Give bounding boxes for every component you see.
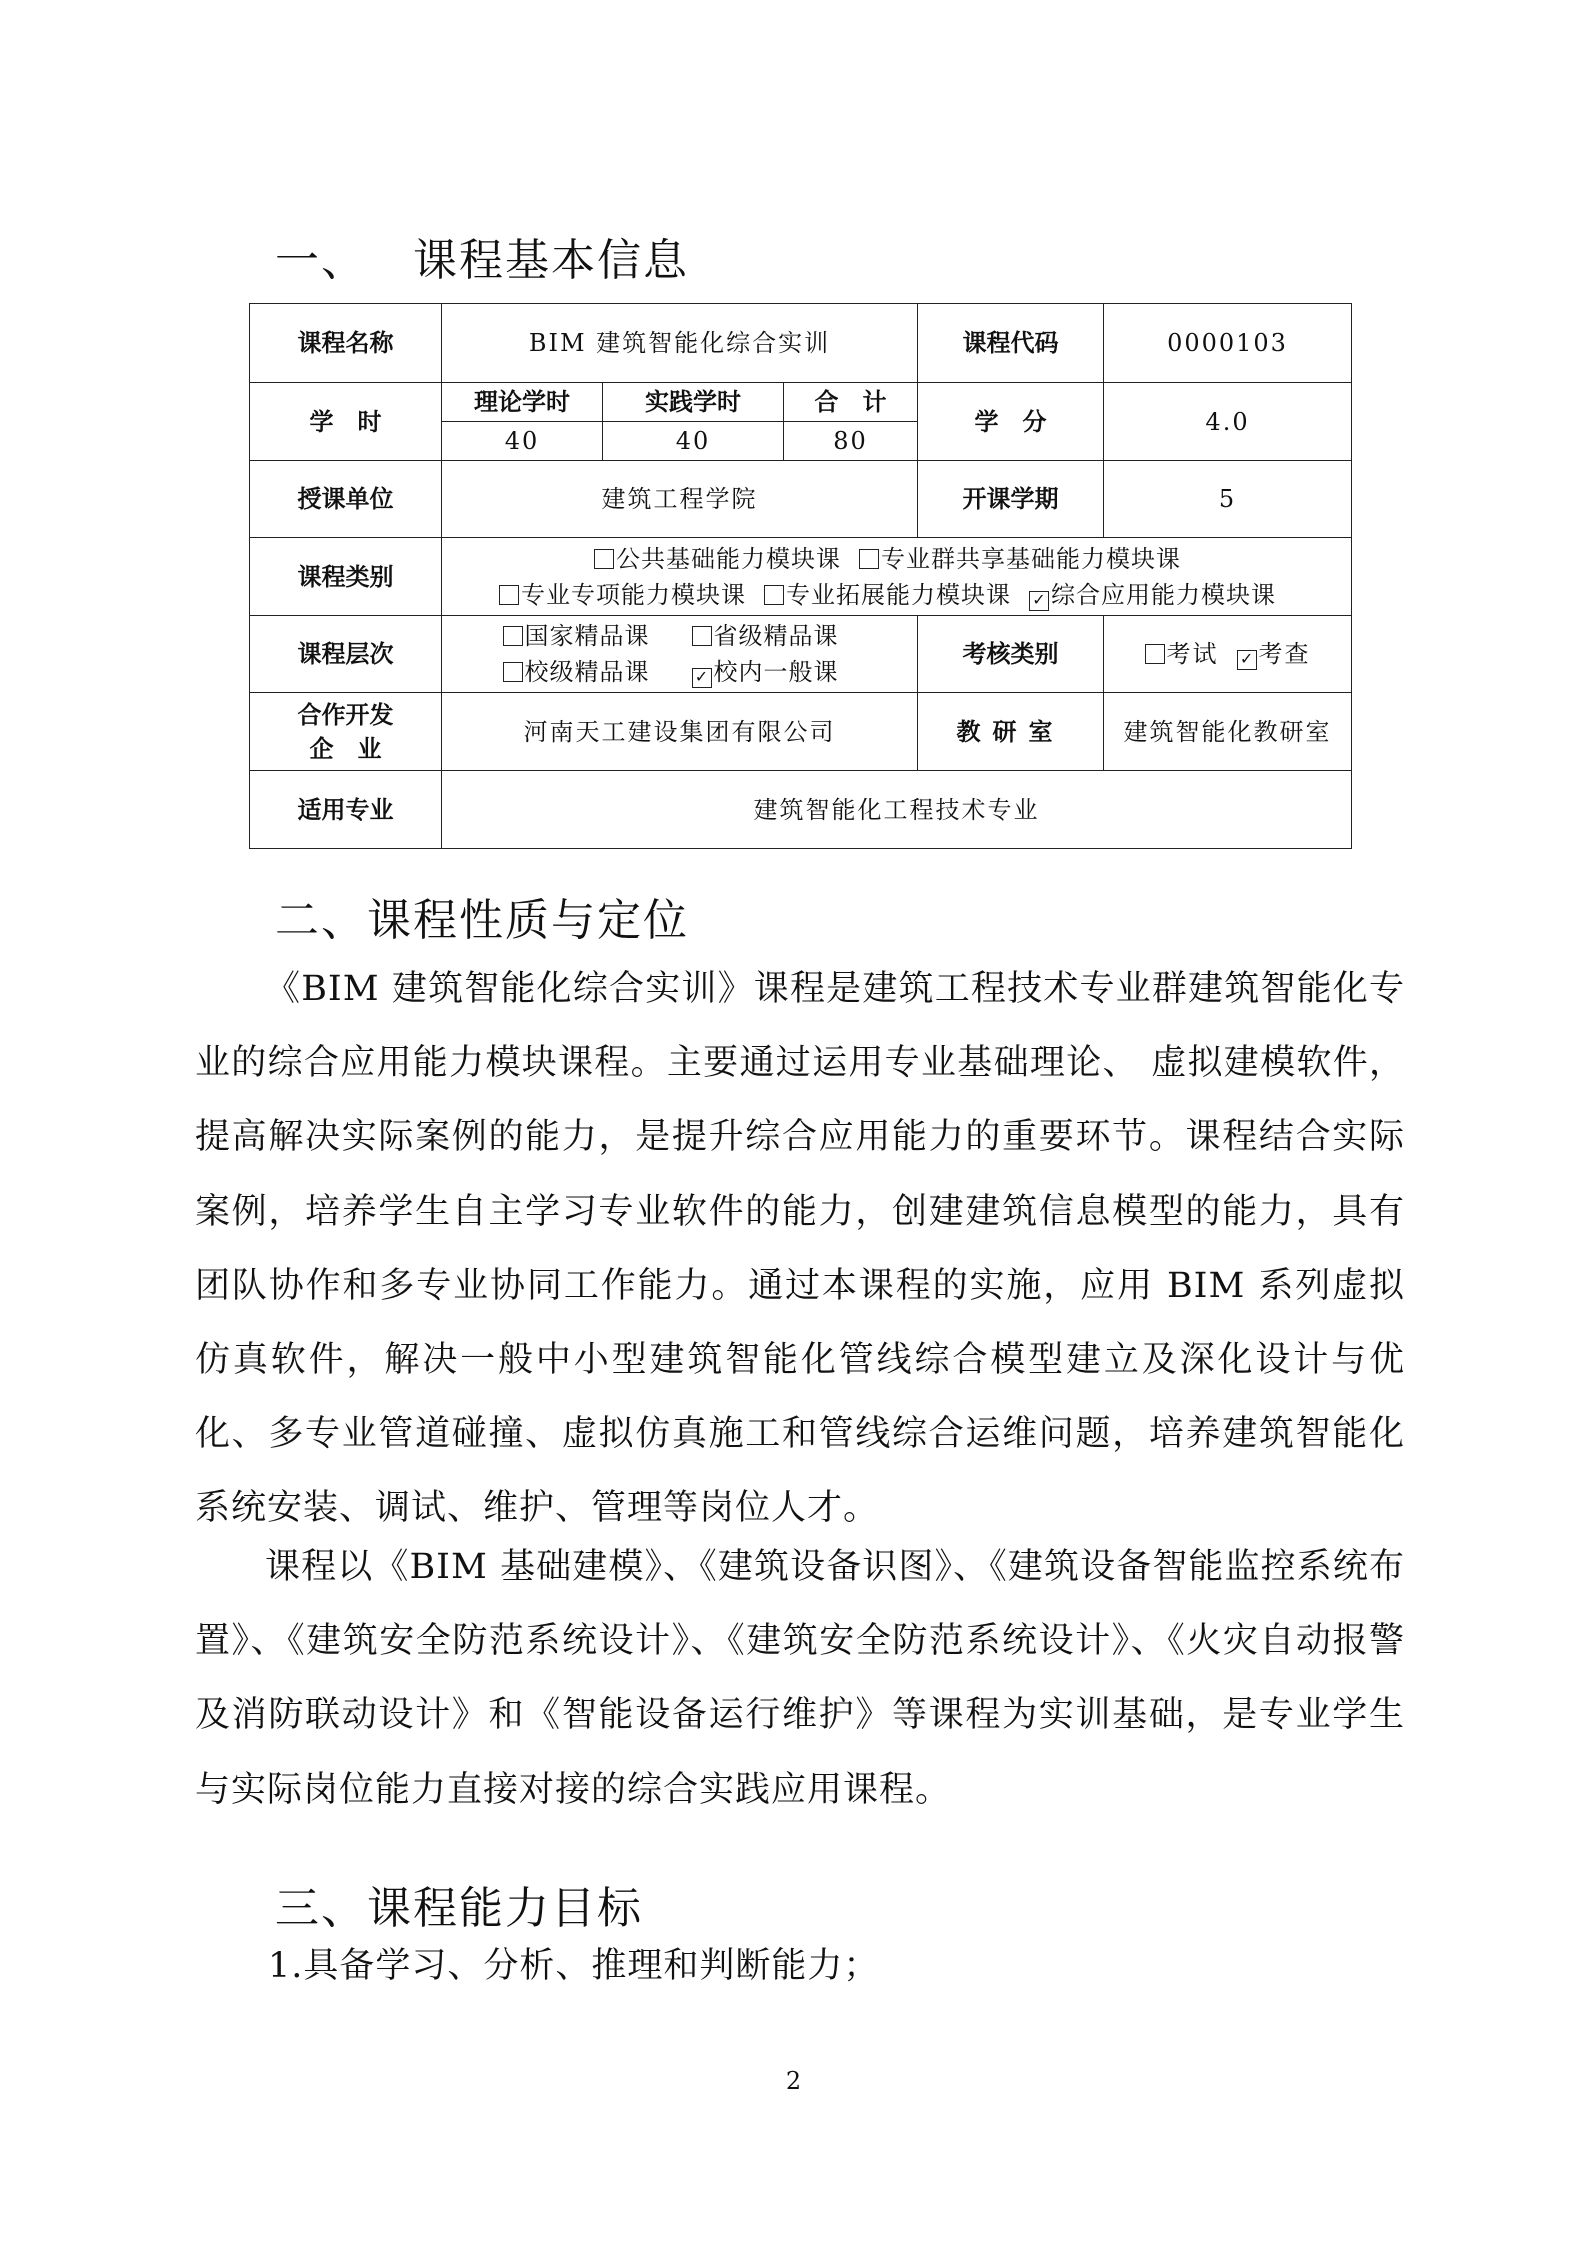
office-label: 教研室 bbox=[918, 693, 1104, 771]
partner-value: 河南天工建设集团有限公司 bbox=[442, 693, 918, 771]
section-3-heading: 三、课程能力目标 bbox=[275, 1883, 643, 1934]
table-row bbox=[250, 461, 1352, 538]
course-name-label: 课程名称 bbox=[250, 304, 442, 383]
checkbox-icon[interactable] bbox=[594, 549, 614, 569]
category-options bbox=[442, 538, 1352, 616]
credit-label: 学 分 bbox=[918, 383, 1104, 461]
practice-hours-value: 40 bbox=[603, 422, 784, 461]
course-name-value: BIM 建筑智能化综合实训 bbox=[442, 304, 918, 383]
checkbox-icon[interactable] bbox=[764, 585, 784, 605]
checkbox-icon[interactable] bbox=[503, 626, 523, 646]
level-option[interactable]: 国家精品课 bbox=[503, 622, 650, 650]
category-option[interactable]: 专业拓展能力模块课 bbox=[764, 581, 1011, 609]
office-value: 建筑智能化教研室 bbox=[1104, 693, 1352, 771]
category-option[interactable]: 公共基础能力模块课 bbox=[594, 545, 841, 573]
total-hours-label: 合 计 bbox=[784, 383, 918, 422]
checkbox-icon[interactable] bbox=[692, 626, 712, 646]
table-row bbox=[250, 383, 1352, 461]
checkbox-icon[interactable]: ✓ bbox=[1029, 591, 1049, 611]
partner-label-line-1: 合作开发 bbox=[297, 700, 394, 729]
checkbox-icon[interactable] bbox=[503, 662, 523, 682]
theory-hours-value: 40 bbox=[442, 422, 603, 461]
table-row bbox=[250, 693, 1352, 771]
level-option[interactable]: ✓ 校内一般课 bbox=[692, 658, 839, 686]
category-label: 课程类别 bbox=[250, 538, 442, 616]
major-value: 建筑智能化工程技术专业 bbox=[442, 771, 1352, 849]
assessment-option[interactable]: 考试 bbox=[1145, 640, 1219, 668]
unit-value: 建筑工程学院 bbox=[442, 461, 918, 538]
total-hours-value: 80 bbox=[833, 427, 868, 455]
hours-cell bbox=[442, 383, 918, 461]
semester-value: 5 bbox=[1104, 461, 1352, 538]
table-row bbox=[250, 616, 1352, 693]
course-code-value: 0000103 bbox=[1104, 304, 1352, 383]
paragraph-course-basis: 课程以《BIM 基础建模》、《建筑设备识图》、《建筑设备智能监控系统布置》、《建筑安全防范系统设计》、《建筑安全防范系统设计》、《火灾自动报警及消防联动设计》和《智能设备运行维护》等课程为实训基础，是专业学生与实际岗位能力直接对接的综合实践应用课程。 bbox=[195, 1547, 1405, 1810]
paragraph-course-nature: 《BIM 建筑智能化综合实训》课程是建筑工程技术专业群建筑智能化专业的综合应用能力模块课程。主要通过运用专业基础理论、 虚拟建模软件，提高解决实际案例的能力，是提升综合应用能力的重要环节。课程结合实际案例，培养学生自主学习专业软件的能力，创建建筑信息模型的能力，具有团队协作和多专业协同工作能力。通过本课程的实施，应用 BIM 系列虚拟仿真软件，解决一般中小型建筑智能化管线综合模型建立及深化设计与优化、多专业管道碰撞、虚拟仿真施工和管线综合运维问题，培养建筑智能化系统安装、调试、维护、管理等岗位人才。 bbox=[195, 969, 1405, 1529]
section-1-heading bbox=[275, 224, 689, 288]
credit-value: 4.0 bbox=[1104, 383, 1352, 461]
hours-label: 学 时 bbox=[250, 383, 442, 461]
section-2-heading: 二、课程性质与定位 bbox=[275, 895, 689, 946]
partner-label bbox=[250, 693, 442, 771]
semester-label: 开课学期 bbox=[918, 461, 1104, 538]
table-row bbox=[250, 771, 1352, 849]
checkbox-icon[interactable] bbox=[1145, 644, 1165, 664]
unit-label: 授课单位 bbox=[250, 461, 442, 538]
section-1-number: 一、 bbox=[275, 235, 367, 286]
level-options bbox=[442, 616, 918, 693]
hours-subtable bbox=[442, 383, 917, 460]
assessment-option[interactable]: ✓ 考查 bbox=[1237, 640, 1311, 668]
theory-hours-label: 理论学时 bbox=[442, 383, 603, 422]
category-option[interactable]: 专业群共享基础能力模块课 bbox=[859, 545, 1181, 573]
checkbox-icon[interactable]: ✓ bbox=[692, 668, 712, 688]
course-info-table bbox=[249, 303, 1352, 849]
table-row bbox=[250, 304, 1352, 383]
section-1-title: 课程基本信息 bbox=[413, 235, 689, 286]
practice-hours-label: 实践学时 bbox=[603, 383, 784, 422]
level-label: 课程层次 bbox=[250, 616, 442, 693]
ability-goal-item-1: 1.具备学习、分析、推理和判断能力； bbox=[268, 1946, 880, 1986]
level-option[interactable]: 省级精品课 bbox=[692, 622, 839, 650]
table-row bbox=[250, 538, 1352, 616]
major-label: 适用专业 bbox=[250, 771, 442, 849]
level-option[interactable]: 校级精品课 bbox=[503, 658, 650, 686]
category-option[interactable]: 专业专项能力模块课 bbox=[499, 581, 746, 609]
page-number: 2 bbox=[785, 2067, 802, 2095]
category-option[interactable]: ✓ 综合应用能力模块课 bbox=[1029, 581, 1276, 609]
checkbox-icon[interactable]: ✓ bbox=[1237, 650, 1257, 670]
checkbox-icon[interactable] bbox=[859, 549, 879, 569]
assessment-options bbox=[1104, 616, 1352, 693]
assessment-label: 考核类别 bbox=[918, 616, 1104, 693]
checkbox-icon[interactable] bbox=[499, 585, 519, 605]
partner-label-line-2: 企 业 bbox=[309, 734, 382, 763]
course-code-label: 课程代码 bbox=[918, 304, 1104, 383]
